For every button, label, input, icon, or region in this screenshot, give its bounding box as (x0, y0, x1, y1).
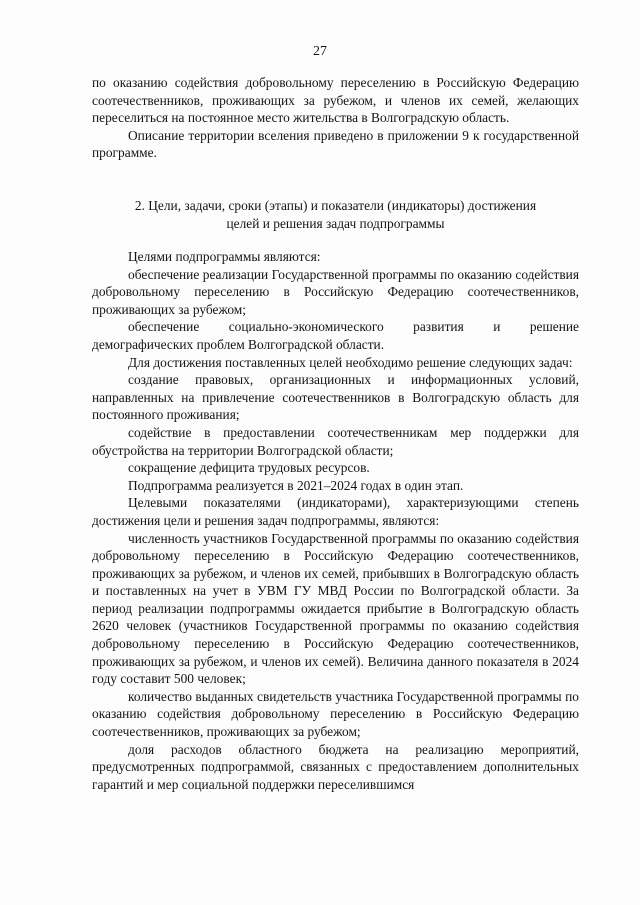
paragraph: Подпрограмма реализуется в 2021–2024 годах в один этап. (128, 477, 464, 493)
page-number: 27 (313, 44, 327, 59)
paragraph: сокращение дефицита трудовых ресурсов. (128, 460, 370, 476)
paragraph: доля расходов областного бюджета на реализацию мероприятий, предусмотренных подпрограммой, связанных с предоставлением дополнительных гарантий и мер социальной поддержки переселившимся (92, 741, 579, 792)
paragraph: Целями подпрограммы являются: (128, 249, 321, 264)
paragraph: обеспечение социально-экономического развития и решение демографических проблем Волгоградской области. (92, 319, 579, 352)
paragraph: по оказанию содействия добровольному переселению в Российскую Федерацию соотечественников, проживающих за рубежом, и членов их семей, желающих переселиться на постоянное место жительства в Волгоградскую область. (92, 75, 579, 126)
intro-text (92, 74, 579, 162)
section-heading-line: целей и решения задач подпрограммы (226, 216, 445, 231)
body-text (92, 248, 579, 793)
paragraph: Описание территории вселения приведено в приложении 9 к государственной программе. (92, 127, 579, 161)
paragraph: создание правовых, организационных и информационных условий, направленных на привлечение соотечественников в Волгоградскую область для постоянного проживания; (92, 372, 579, 423)
section-heading (92, 197, 579, 233)
paragraph: количество выданных свидетельств участника Государственной программы по оказанию содействия добровольному переселению в Российскую Федерацию соотечественников, проживающих за рубежом; (92, 688, 579, 740)
paragraph: обеспечение реализации Государственной программы по оказанию содействия добровольному переселению в Российскую Федерацию соотечественников, проживающих за рубежом; (92, 266, 579, 317)
paragraph: Для достижения поставленных целей необходимо решение следующих задач: (128, 354, 573, 370)
paragraph: содействие в предоставлении соотечественникам мер поддержки для обустройства на территории Волгоградской области; (92, 424, 579, 458)
section-heading-line: 2. Цели, задачи, сроки (этапы) и показатели (индикаторы) достижения (134, 198, 537, 213)
paragraph: Целевыми показателями (индикаторами), характеризующими степень достижения цели и решения задач подпрограммы, являются: (92, 495, 579, 528)
paragraph: численность участников Государственной программы по оказанию содействия добровольному переселению в Российскую Федерацию соотечественников, проживающих за рубежом, и членов их семей, прибывших в Волгоградскую область и поставленных на учет в УВМ ГУ МВД России по Волгоградской области. За период реализации подпрограммы ожидается прибытие в Волгоградскую область 2620 человек (участников Государственной программы по оказанию содействия добровольному переселению в Российскую Федерацию соотечественников, проживающих за рубежом, и членов их семей). Величина данного показателя в 2024 году составит 500 человек; (92, 530, 579, 687)
